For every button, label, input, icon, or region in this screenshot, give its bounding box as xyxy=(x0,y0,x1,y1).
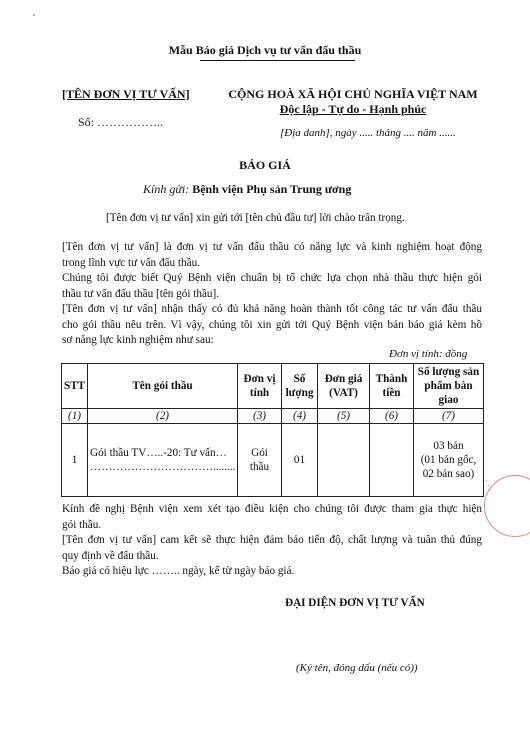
index-cell: (5) xyxy=(318,409,370,424)
recipient-name: Bệnh viện Phụ sản Trung ương xyxy=(192,182,352,196)
national-title: CỘNG HOÀ XÃ HỘI CHỦ NGHĨA VIỆT NAM xyxy=(228,87,478,101)
scan-speck xyxy=(33,14,35,16)
paragraph-line: [Tên đơn vị tư vấn] cam kết sẽ thực hiện đảm bảo tiến độ, chất lượng và tuân thủ đúng xyxy=(62,534,482,546)
header-deliverables: Số lượng sản phẩm bàn giao xyxy=(414,364,484,409)
row-deliverables xyxy=(414,424,484,497)
unit-line: Gói xyxy=(251,447,268,459)
signature-note: (Ký tên, đóng dấu (nếu có)) xyxy=(296,662,418,674)
unit-line: thầu xyxy=(249,461,270,473)
org-name: [TÊN ĐƠN VỊ TƯ VẤN] xyxy=(62,87,190,101)
document-title: Mẫu Báo giá Dịch vụ tư vấn đấu thầu xyxy=(168,43,362,57)
package-name-line: ……………………………........ xyxy=(90,461,236,473)
paragraph-line: [Tên đơn vị tư vấn] nhận thấy có đủ khả năng hoàn thành tốt công tác tư vấn đấu thầu xyxy=(62,303,482,315)
quote-heading: BÁO GIÁ xyxy=(239,158,291,172)
place-date: [Địa danh], ngày ..... tháng .... năm ...... xyxy=(280,127,456,139)
title-underline xyxy=(200,60,355,61)
document-number: Số: …………….. xyxy=(78,115,164,129)
table-header-row xyxy=(62,364,484,409)
index-cell: (7) xyxy=(414,409,484,424)
table-index-row xyxy=(62,409,484,424)
recipient-line xyxy=(143,182,351,197)
index-cell: (2) xyxy=(88,409,238,424)
paragraph-line: Báo giá có hiệu lực …….. ngày, kể từ ngày báo giá. xyxy=(62,565,295,577)
header-unit: Đơn vị tính xyxy=(238,364,282,409)
header-stt: STT xyxy=(62,364,88,409)
paragraph-line: Chúng tôi được biết Quý Bệnh viện chuẩn bị tổ chức lựa chọn nhà thầu thực hiện gói xyxy=(62,272,482,284)
paragraph-line: sơ năng lực kinh nghiệm như sau: xyxy=(62,334,214,346)
paragraph-line: Kính đề nghị Bệnh viện xem xét tạo điều kiện cho chúng tôi được tham gia thực hiện xyxy=(62,503,482,515)
row-package-name xyxy=(88,424,238,497)
unit-note: Đơn vị tính: đồng xyxy=(389,348,468,360)
paragraph-closing xyxy=(62,502,482,580)
paragraph-line: trong lĩnh vực tư vấn đấu thầu. xyxy=(62,256,200,269)
stamp-mark-text: · · · xyxy=(481,478,495,494)
table-row xyxy=(62,424,484,497)
paragraph-line: gói thầu. xyxy=(62,518,102,531)
paragraph-line: quy định về đấu thầu. xyxy=(62,549,159,562)
paragraph-line: cho gói thầu nêu trên. Vì vậy, chúng tôi xin gửi tới Quý Bệnh viện bản báo giá kèm hồ xyxy=(62,318,482,331)
paragraph-line: thầu tư vấn đấu thầu [tên gói thầu]. xyxy=(62,287,220,300)
header-total: Thành tiền xyxy=(370,364,414,409)
national-motto: Độc lập - Tự do - Hạnh phúc xyxy=(279,102,427,116)
deliverable-line: 03 bản xyxy=(433,440,464,452)
deliverable-line: (01 bản gốc, xyxy=(420,454,477,466)
representative-title: ĐẠI DIỆN ĐƠN VỊ TƯ VẤN xyxy=(285,597,425,609)
header-quantity: Số lượng xyxy=(282,364,318,409)
package-name-line: Gói thầu TV…..-20: Tư vấn… xyxy=(90,447,227,459)
row-stt: 1 xyxy=(62,424,88,497)
greeting: [Tên đơn vị tư vấn] xin gửi tới [tên chủ đầu tư] lời chào trân trọng. xyxy=(106,212,405,224)
index-cell: (4) xyxy=(282,409,318,424)
index-cell: (3) xyxy=(238,409,282,424)
paragraph-intro xyxy=(62,240,482,349)
index-cell: (6) xyxy=(370,409,414,424)
row-quantity: 01 xyxy=(282,424,318,497)
header-package-name: Tên gói thầu xyxy=(88,364,238,409)
quote-table xyxy=(61,363,484,497)
index-cell: (1) xyxy=(62,409,88,424)
recipient-prefix: Kính gửi: xyxy=(143,182,190,196)
header-unit-price: Đơn giá (VAT) xyxy=(318,364,370,409)
row-unit-price xyxy=(318,424,370,497)
row-unit xyxy=(238,424,282,497)
paragraph-line: [Tên đơn vị tư vấn] là đơn vị tư vấn đấu thầu có năng lực và kinh nghiệm hoạt động xyxy=(62,241,482,253)
deliverable-line: 02 bản sao) xyxy=(422,468,475,480)
row-total xyxy=(370,424,414,497)
